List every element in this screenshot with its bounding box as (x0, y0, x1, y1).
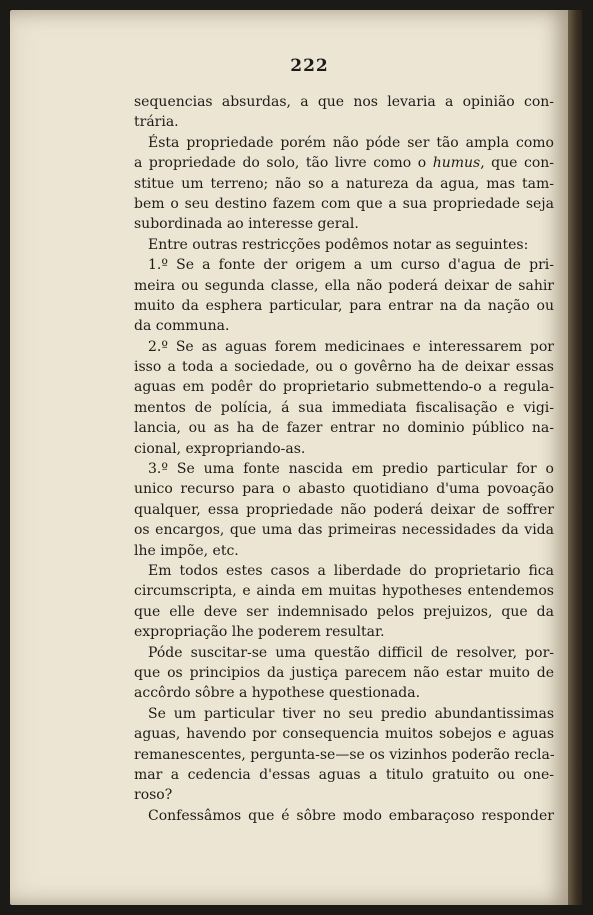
text-line: sequencias absurdas, a que nos levaria a opinião con- (134, 94, 554, 110)
text-line: muito da esphera particular, para entrar na da nação ou (134, 297, 554, 314)
text-line: lhe impõe, etc. (134, 542, 239, 559)
text-line: stitue um terreno; não so a natureza da agua, mas tam- (134, 175, 554, 192)
text-line: mar a cedencia d'essas aguas a titulo gratuito ou one- (134, 766, 554, 783)
text-line: subordinada ao interesse geral. (134, 216, 359, 233)
text-line: Ésta propriedade porém não póde ser tão ampla como (148, 134, 554, 151)
paragraph (134, 255, 554, 337)
text-line: Em todos estes casos a liberdade do proprietario fica (148, 562, 554, 579)
text-line: accôrdo sôbre a hypothese questionada. (134, 685, 421, 702)
text-line: Póde suscitar-se uma questão difficil de resolver, por- (148, 644, 554, 661)
text-line: que os principios da justiça parecem não estar muito de (134, 664, 554, 681)
book-spine (568, 10, 582, 905)
text-line: qualquer, essa propriedade não poderá deixar de soffrer (134, 501, 554, 518)
text-line: 3.º Se uma fonte nascida em predio particular for o (148, 461, 554, 478)
text-line: da communa. (134, 318, 230, 335)
text-line: Se um particular tiver no seu predio abundantissimas (148, 705, 554, 722)
text-line: trária. (134, 114, 179, 131)
paragraph (134, 806, 554, 826)
paragraph (134, 643, 554, 704)
text-line: aguas em podêr do proprietario submettendo-o a regula- (134, 379, 554, 396)
text-line: expropriação lhe poderem resultar. (134, 624, 385, 641)
text-line: lancia, ou as ha de fazer entrar no dominio público na- (134, 420, 554, 437)
text-line: Entre outras restricções podêmos notar as seguintes: (148, 236, 529, 253)
body-text (134, 92, 554, 826)
text-line: meira ou segunda classe, ella não poderá deixar de sahir (134, 277, 554, 294)
paragraph (134, 459, 554, 561)
text-line: que elle deve ser indemnisado pelos prejuizos, que da (134, 603, 554, 620)
text-line: bem o seu destino fazem com que a sua propriedade seja (134, 195, 554, 212)
text-line: unico recurso para o abasto quotidiano d'uma povoação (134, 481, 554, 498)
text-line: 1.º Se a fonte der origem a um curso d'agua de pri- (148, 257, 554, 274)
paragraph (134, 235, 554, 255)
paragraph (134, 92, 554, 133)
paragraph (134, 561, 554, 643)
text-line: cional, expropriando-as. (134, 440, 306, 457)
text-line: a propriedade do solo, tão livre como o humus, que con- (134, 155, 554, 172)
text-line: circumscripta, e ainda em muitas hypotheses entendemos (134, 583, 554, 600)
text-line: mentos de polícia, á sua immediata fiscalisação e vigi- (134, 399, 554, 416)
paragraph (134, 337, 554, 459)
text-line: aguas, havendo por consequencia muitos sobejos e aguas (134, 726, 554, 743)
text-line: roso? (134, 787, 173, 804)
text-line: 2.º Se as aguas forem medicinaes e interessarem por (148, 338, 554, 355)
text-line: os encargos, que uma das primeiras necessidades da vida (134, 522, 554, 539)
text-line: Confessâmos que é sôbre modo embaraçoso responder (148, 807, 554, 824)
text-line: isso a toda a sociedade, ou o govêrno ha de deixar essas (134, 359, 554, 376)
paragraph (134, 704, 554, 806)
page-number: 222 (290, 56, 329, 76)
text-line: remanescentes, pergunta-se—se os vizinhos poderão recla- (134, 746, 555, 763)
paragraph (134, 133, 554, 235)
